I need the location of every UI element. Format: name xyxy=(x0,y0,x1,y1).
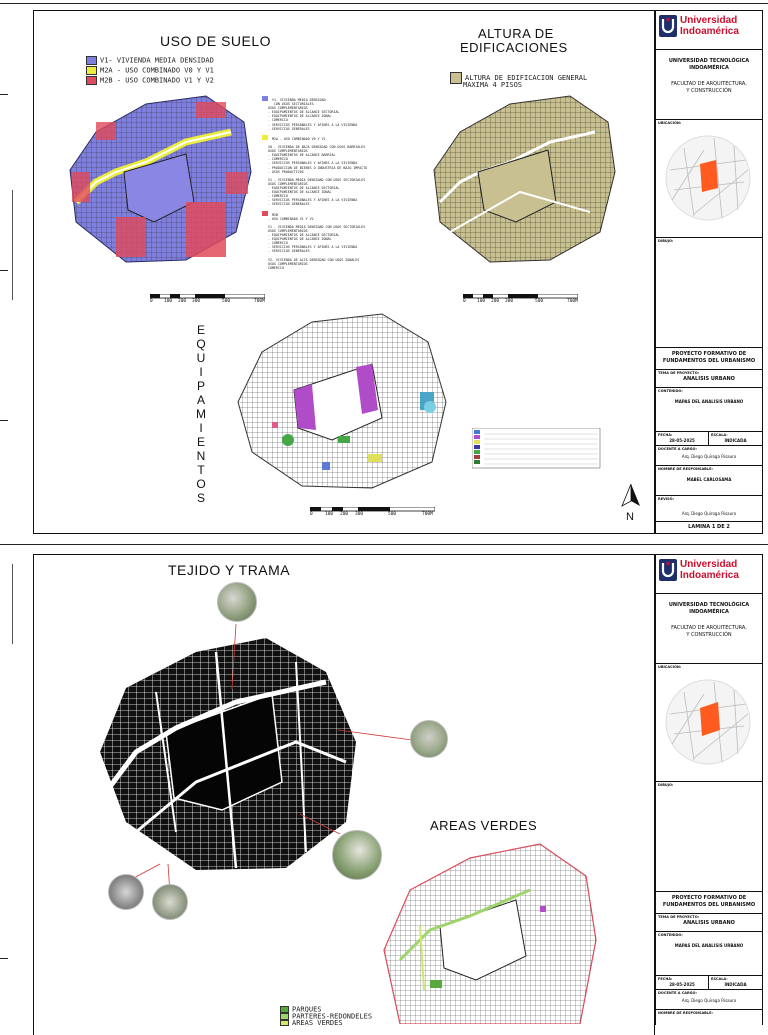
legend-swatch xyxy=(280,1006,289,1013)
project-line1: PROYECTO FORMATIVO DE xyxy=(671,351,747,357)
docente-value: Arq. Diego Quiroga Risauro xyxy=(681,454,737,459)
equip-letter: N xyxy=(196,449,206,463)
reviso-label: REVISÓ: xyxy=(658,497,674,501)
tema-label: TEMA DE PROYECTO: xyxy=(658,915,700,919)
docente-value: Arq. Diego Quiroga Risauro xyxy=(681,998,737,1003)
escala-label: ESCALA: xyxy=(711,977,728,981)
altura-map xyxy=(420,92,620,264)
legend-label: M2A - USO COMBINADO V0 Y V1 xyxy=(100,66,214,75)
dibujo-label: DIBUJO: xyxy=(658,783,674,787)
university-name-line2: INDOAMÉRICA xyxy=(689,65,729,71)
sheet-1-top-rule xyxy=(0,3,768,4)
tema-label: TEMA DE PROYECTO: xyxy=(658,371,700,375)
scale-bar-altura xyxy=(463,294,578,305)
legend-swatch xyxy=(450,72,462,84)
north-label: N xyxy=(626,511,634,523)
aerial-photo-5 xyxy=(152,884,188,920)
tema-value: ANALISIS URBANO xyxy=(683,920,735,926)
university-name-line1: UNIVERSIDAD TECNOLÓGICA xyxy=(668,602,750,608)
aerial-photo-1 xyxy=(217,582,257,622)
equip-letter: E xyxy=(196,323,205,337)
faculty-line1: FACULTAD DE ARQUITECTURA, xyxy=(671,81,747,87)
reviso-value: Arq. Diego Quiroga Risauro xyxy=(681,511,737,516)
university-cell xyxy=(656,49,762,120)
fecha-escala-cell xyxy=(656,975,762,990)
scale-tick-label: 100 xyxy=(164,299,173,304)
scale-tick-label: 500 xyxy=(535,299,544,304)
scale-tick-label: 200 xyxy=(178,299,187,304)
logo-area xyxy=(656,555,762,593)
fecha-subcell xyxy=(656,976,709,990)
legend-row-v1 xyxy=(86,56,214,65)
legend-swatch xyxy=(280,1020,289,1026)
legend-row-m2b xyxy=(86,76,214,85)
scale-tick-label: 0 xyxy=(150,299,153,304)
equipamientos-legend xyxy=(472,428,602,470)
legend-label: PARTERES-REDONDELES xyxy=(292,1012,373,1021)
escala-value: INDICADA xyxy=(724,982,747,987)
areas-verdes-map xyxy=(380,840,600,1024)
legend-label: PARQUES xyxy=(292,1005,322,1014)
uso-suelo-title: USO DE SUELO xyxy=(160,33,272,49)
university-name-line2: INDOAMÉRICA xyxy=(689,609,729,615)
docente-label: DOCENTE A CARGO: xyxy=(658,991,697,995)
legend-label: V1- VIVIENDA MEDIA DENSIDAD xyxy=(100,56,214,65)
contenido-label: CONTENIDO: xyxy=(658,933,683,937)
fecha-label: FECHA: xyxy=(658,977,673,981)
contenido-value: MAPAS DEL ANALISIS URBANO xyxy=(674,943,744,948)
responsable-cell xyxy=(656,465,762,496)
scale-tick-label: 700M xyxy=(567,299,578,304)
altura-title-line2: EDIFICACIONES xyxy=(460,40,568,55)
legend-swatch xyxy=(86,66,97,75)
margin-line xyxy=(12,190,13,300)
areas-verdes-legend-areas xyxy=(280,1020,343,1026)
docente-cell xyxy=(656,445,762,466)
location-map xyxy=(664,130,752,226)
fecha-escala-cell xyxy=(656,431,762,446)
responsable-label: NOMBRE DE RESPONSABLE: xyxy=(658,1011,713,1015)
university-name-line1: UNIVERSIDAD TECNOLÓGICA xyxy=(668,58,750,64)
legend-label: AREAS VERDES xyxy=(292,1019,343,1027)
equip-letter: A xyxy=(196,393,205,407)
responsable-label: NOMBRE DE RESPONSABLE: xyxy=(658,467,713,471)
scale-tick-label: 500 xyxy=(222,299,231,304)
scale-tick-label: 300 xyxy=(355,512,364,517)
equip-letter: P xyxy=(196,379,205,393)
legend-label: MAXIMA 4 PISOS xyxy=(463,81,523,89)
university-logo-icon xyxy=(659,559,677,581)
title-block-1 xyxy=(655,10,763,534)
tema-cell xyxy=(656,913,762,932)
dibujo-label: DIBUJO: xyxy=(658,239,674,243)
uso-suelo-notes: V1- VIVIENDA MEDIA DENSIDAD CON USOS SECTORIALES USOS COMPLEMENTARIOS - EQUIPAMIENTOS DE ALCANCE SECTORIAL - EQUIPAMIENTOS DE ALCANCE ZONAL - COMERCIO - SERVICIOS PERSONALES Y AFINES A LA VIVIENDA - SERVICIOS GENERALES M2A - USO COMBINADO V0 Y V1 V0 - VIVIENDA DE BAJA DENSIDAD CON USOS BARRIALES USOS COMPLEMENTARIOS - EQUIPAMIENTOS DE ALCANCE BARRIAL - COMERCIO - SERVICIOS PERSONALES Y AFINES A LA VIVIENDA - PRODUCCION DE BIENES O INDUSTRIA DE BAJO IMPACTO - USOS PRODUCTIVOS V1 - VIVIENDA MEDIA DENSIDAD CON USOS SECTORIALES USOS COMPLEMENTARIOS - EQUIPAMIENTOS DE ALCANCE SECTORIAL - EQUIPAMIENTOS DE ALCANCE ZONAL - COMERCIO - SERVICIOS PERSONALES Y AFINES A LA VIVIENDA - SERVICIOS GENERALES M2B - USO COMBINADO V1 Y V2 V1 - VIVIENDA MEDIA DENSIDAD CON USOS SECTORIALES USOS COMPLEMENTARIOS - EQUIPAMIENTOS DE ALCANCE SECTORIAL - EQUIPAMIENTOS DE ALCANCE ZONAL - COMERCIO - SERVICIOS PERSONALES Y AFINES A LA VIVIENDA - SERVICIOS GENERALES V2- VIVIENDA DE ALTA DENSIDAD CON USOS ZONALES USOS COMPLEMENTARIOS COMERCIO xyxy=(262,96,367,270)
scale-bar-equip xyxy=(310,507,435,518)
faculty-line1: FACULTAD DE ARQUITECTURA, xyxy=(671,625,747,631)
ubicacion-label: UBICACIÓN: xyxy=(658,121,682,125)
legend-swatch xyxy=(86,56,97,65)
tejido-title: TEJIDO Y TRAMA xyxy=(168,562,291,578)
aerial-photo-4 xyxy=(108,874,144,910)
dibujo-cell xyxy=(656,781,762,892)
scale-tick-label: 100 xyxy=(477,299,486,304)
escala-label: ESCALA: xyxy=(711,433,728,437)
scale-tick-label: 500 xyxy=(388,512,397,517)
legend-label: M2B - USO COMBINADO V1 Y V2 xyxy=(100,76,214,85)
legend-label: ALTURA DE EDIFICACION GENERAL xyxy=(465,74,588,82)
sheet-2 xyxy=(0,544,768,1027)
project-line2: FUNDAMENTOS DEL URBANISMO xyxy=(662,358,756,364)
scale-tick-label: 200 xyxy=(340,512,349,517)
scale-tick-label: 200 xyxy=(491,299,500,304)
logo-area xyxy=(656,11,762,49)
scale-tick-label: 300 xyxy=(505,299,514,304)
legend-row-m2a xyxy=(86,66,214,75)
dibujo-cell xyxy=(656,237,762,348)
equip-letter: O xyxy=(196,477,206,491)
equip-letter: S xyxy=(196,491,205,505)
aerial-photo-2 xyxy=(410,720,448,758)
areas-verdes-title: AREAS VERDES xyxy=(430,818,538,833)
equip-letter: I xyxy=(199,365,203,379)
legend-swatch xyxy=(280,1013,289,1020)
proyecto-cell xyxy=(656,347,762,370)
fecha-label: FECHA: xyxy=(658,433,673,437)
faculty-line2: Y CONSTRUCCIÓN xyxy=(686,88,732,94)
brand-name-line1: Universidad xyxy=(680,15,738,26)
equip-letter: E xyxy=(196,435,205,449)
aerial-photo-3 xyxy=(332,830,382,880)
equip-letter: I xyxy=(199,421,203,435)
contenido-cell xyxy=(656,931,762,976)
reviso-cell xyxy=(656,495,762,522)
university-logo-icon xyxy=(659,15,677,37)
faculty-line2: Y CONSTRUCCIÓN xyxy=(686,632,732,638)
scale-tick-label: 0 xyxy=(310,512,313,517)
north-arrow-icon xyxy=(620,484,642,512)
margin-tick xyxy=(0,420,8,421)
scale-tick-label: 0 xyxy=(463,299,466,304)
location-map xyxy=(664,674,752,770)
uso-suelo-map xyxy=(56,92,256,267)
escala-subcell xyxy=(709,432,762,446)
project-line2: FUNDAMENTOS DEL URBANISMO xyxy=(662,902,756,908)
brand-name-line2: Indoamérica xyxy=(680,570,739,581)
docente-cell xyxy=(656,989,762,1010)
university-cell xyxy=(656,593,762,664)
responsable-value: MABEL CARLOSAMA xyxy=(686,477,732,482)
tema-value: ANALISIS URBANO xyxy=(683,376,735,382)
scale-tick-label: 700M xyxy=(254,299,265,304)
title-block-2 xyxy=(655,554,763,1025)
margin-tick xyxy=(0,94,8,95)
scale-tick-label: 700M xyxy=(422,512,433,517)
ubicacion-cell xyxy=(656,119,762,238)
project-line1: PROYECTO FORMATIVO DE xyxy=(671,895,747,901)
scale-tick-label: 100 xyxy=(325,512,334,517)
lamina-cell xyxy=(656,521,762,534)
contenido-value: MAPAS DEL ANALISIS URBANO xyxy=(674,399,744,404)
tema-cell xyxy=(656,369,762,388)
escala-value: INDICADA xyxy=(724,438,747,443)
equip-letter: U xyxy=(196,351,206,365)
scale-tick-label: 300 xyxy=(192,299,201,304)
brand-name-line1: Universidad xyxy=(680,559,738,570)
proyecto-cell xyxy=(656,891,762,914)
responsable-cell xyxy=(656,1009,762,1026)
margin-tick xyxy=(0,270,8,271)
contenido-cell xyxy=(656,387,762,432)
equip-letter: M xyxy=(196,407,206,421)
legend-swatch xyxy=(86,76,97,85)
lamina-value: LAMINA 1 DE 2 xyxy=(688,524,730,530)
ubicacion-cell xyxy=(656,663,762,782)
equip-letter: Q xyxy=(196,337,206,351)
fecha-subcell xyxy=(656,432,709,446)
equipamientos-map xyxy=(232,312,452,490)
brand-name-line2: Indoamérica xyxy=(680,26,739,37)
fecha-value: 28-05-2025 xyxy=(669,438,695,443)
equip-letter: T xyxy=(197,463,205,477)
altura-title-line1: ALTURA DE xyxy=(478,26,554,41)
contenido-label: CONTENIDO: xyxy=(658,389,683,393)
ubicacion-label: UBICACIÓN: xyxy=(658,665,682,669)
escala-subcell xyxy=(709,976,762,990)
scale-bar-uso xyxy=(150,294,265,305)
docente-label: DOCENTE A CARGO: xyxy=(658,447,697,451)
fecha-value: 28-05-2025 xyxy=(669,982,695,987)
